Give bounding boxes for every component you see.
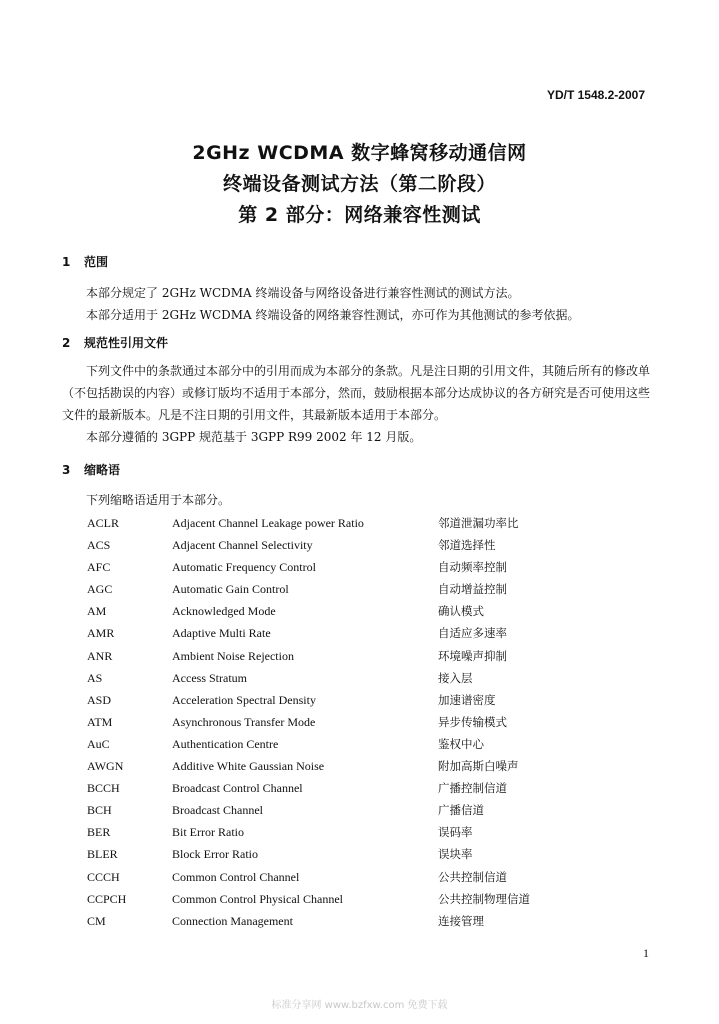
english-term: Automatic Frequency Control	[172, 560, 316, 575]
abbreviation: CCCH	[87, 869, 120, 884]
chinese-term: 邻道泄漏功率比	[438, 516, 519, 530]
english-term: Asynchronous Transfer Mode	[172, 714, 316, 729]
english-term: Adjacent Channel Selectivity	[172, 538, 313, 553]
english-term: Connection Management	[172, 913, 293, 928]
paragraph: 下列缩略语适用于本部分。	[86, 493, 231, 507]
chinese-term: 环境噪声抑制	[438, 648, 507, 663]
abbreviation: AM	[87, 604, 107, 619]
english-term: Common Control Physical Channel	[172, 891, 343, 906]
section-2-body	[62, 360, 652, 448]
english-term: Acceleration Spectral Density	[172, 692, 316, 707]
section-title: 规范性引用文件	[84, 336, 169, 350]
abbreviation: CM	[87, 913, 106, 928]
paragraph: 本部分遵循的 3GPP 规范基于 3GPP R99 2002 年 12 月版。	[86, 430, 422, 444]
watermark-footer: 标准分享网 www.bzfxw.com 免费下载	[271, 1000, 448, 1011]
english-term: Access Stratum	[172, 670, 247, 685]
chinese-term: 附加高斯白噪声	[438, 759, 519, 774]
title-line-1: 2GHz WCDMA 数字蜂窝移动通信网	[192, 142, 527, 164]
abbreviation: AuC	[87, 736, 110, 751]
abbreviation: AGC	[87, 582, 113, 597]
title-line-3: 第 2 部分：网络兼容性测试	[238, 204, 481, 226]
abbreviation: CCPCH	[87, 891, 127, 906]
abbreviation: ACS	[87, 538, 111, 553]
paragraph: 本部分规定了 2GHz WCDMA 终端设备与网络设备进行兼容性测试的测试方法。	[86, 286, 520, 300]
section-number: 3	[62, 463, 71, 477]
english-term: Broadcast Control Channel	[172, 781, 303, 796]
document-title	[0, 138, 719, 231]
section-1-heading	[62, 253, 108, 270]
chinese-term: 公共控制物理信道	[438, 891, 530, 906]
english-term: Ambient Noise Rejection	[172, 648, 294, 663]
chinese-term: 加速谱密度	[438, 692, 496, 707]
abbreviation: AMR	[87, 626, 115, 641]
english-term: Block Error Ratio	[172, 847, 258, 862]
section-3-intro	[62, 489, 652, 511]
section-title: 范围	[84, 255, 109, 269]
paragraph: 下列文件中的条款通过本部分中的引用而成为本部分的条款。凡是注日期的引用文件，其随后所有的修改单（不包括勘误的内容）或修订版均不适用于本部分，然而，鼓励根据本部分达成协议的各方研究是否可使用这些文件的最新版本。凡是不注日期的引用文件，其最新版本适用于本部分。	[62, 364, 651, 422]
section-number: 2	[62, 336, 71, 350]
chinese-term: 自动频率控制	[438, 560, 507, 575]
chinese-term: 公共控制信道	[438, 869, 507, 884]
chinese-term: 广播控制信道	[438, 781, 507, 796]
paragraph: 本部分适用于 2GHz WCDMA 终端设备的网络兼容性测试，亦可作为其他测试的参考依据。	[86, 308, 580, 322]
english-term: Acknowledged Mode	[172, 604, 276, 619]
english-term: Bit Error Ratio	[172, 825, 244, 840]
abbreviation: BCH	[87, 803, 112, 818]
chinese-term: 自适应多速率	[438, 626, 507, 641]
title-line-2: 终端设备测试方法（第二阶段）	[222, 173, 496, 195]
english-term: Common Control Channel	[172, 869, 300, 884]
section-2-heading	[62, 334, 168, 351]
chinese-term: 邻道选择性	[438, 538, 496, 553]
english-term: Automatic Gain Control	[172, 582, 289, 597]
chinese-term: 误码率	[438, 825, 473, 840]
abbreviation: AS	[87, 670, 103, 685]
document-code: YD/T 1548.2-2007	[546, 88, 645, 102]
english-term: Additive White Gaussian Noise	[172, 759, 325, 774]
abbreviation: AWGN	[87, 759, 124, 774]
section-number: 1	[62, 255, 71, 269]
english-term: Adaptive Multi Rate	[172, 626, 271, 641]
chinese-term: 自动增益控制	[438, 582, 507, 597]
abbreviation: BCCH	[87, 781, 120, 796]
abbreviation: BER	[87, 825, 111, 840]
abbreviation: ANR	[87, 648, 113, 663]
abbreviation: ATM	[87, 714, 113, 729]
section-3-heading	[62, 461, 120, 478]
chinese-term: 异步传输模式	[438, 714, 507, 729]
english-term: Adjacent Channel Leakage power Ratio	[172, 516, 364, 530]
chinese-term: 确认模式	[438, 604, 484, 619]
english-term: Broadcast Channel	[172, 803, 263, 818]
chinese-term: 连接管理	[438, 913, 484, 928]
english-term: Authentication Centre	[172, 736, 279, 751]
abbreviation: ASD	[87, 692, 112, 707]
abbreviation: BLER	[87, 847, 118, 862]
chinese-term: 广播信道	[438, 803, 484, 818]
chinese-term: 鉴权中心	[438, 736, 484, 751]
section-title: 缩略语	[84, 463, 121, 477]
abbreviation: AFC	[87, 560, 111, 575]
chinese-term: 接入层	[438, 670, 473, 685]
chinese-term: 误块率	[438, 847, 473, 862]
page-number: 1	[643, 946, 649, 960]
abbreviation: ACLR	[87, 516, 120, 530]
section-1-body	[62, 282, 652, 326]
